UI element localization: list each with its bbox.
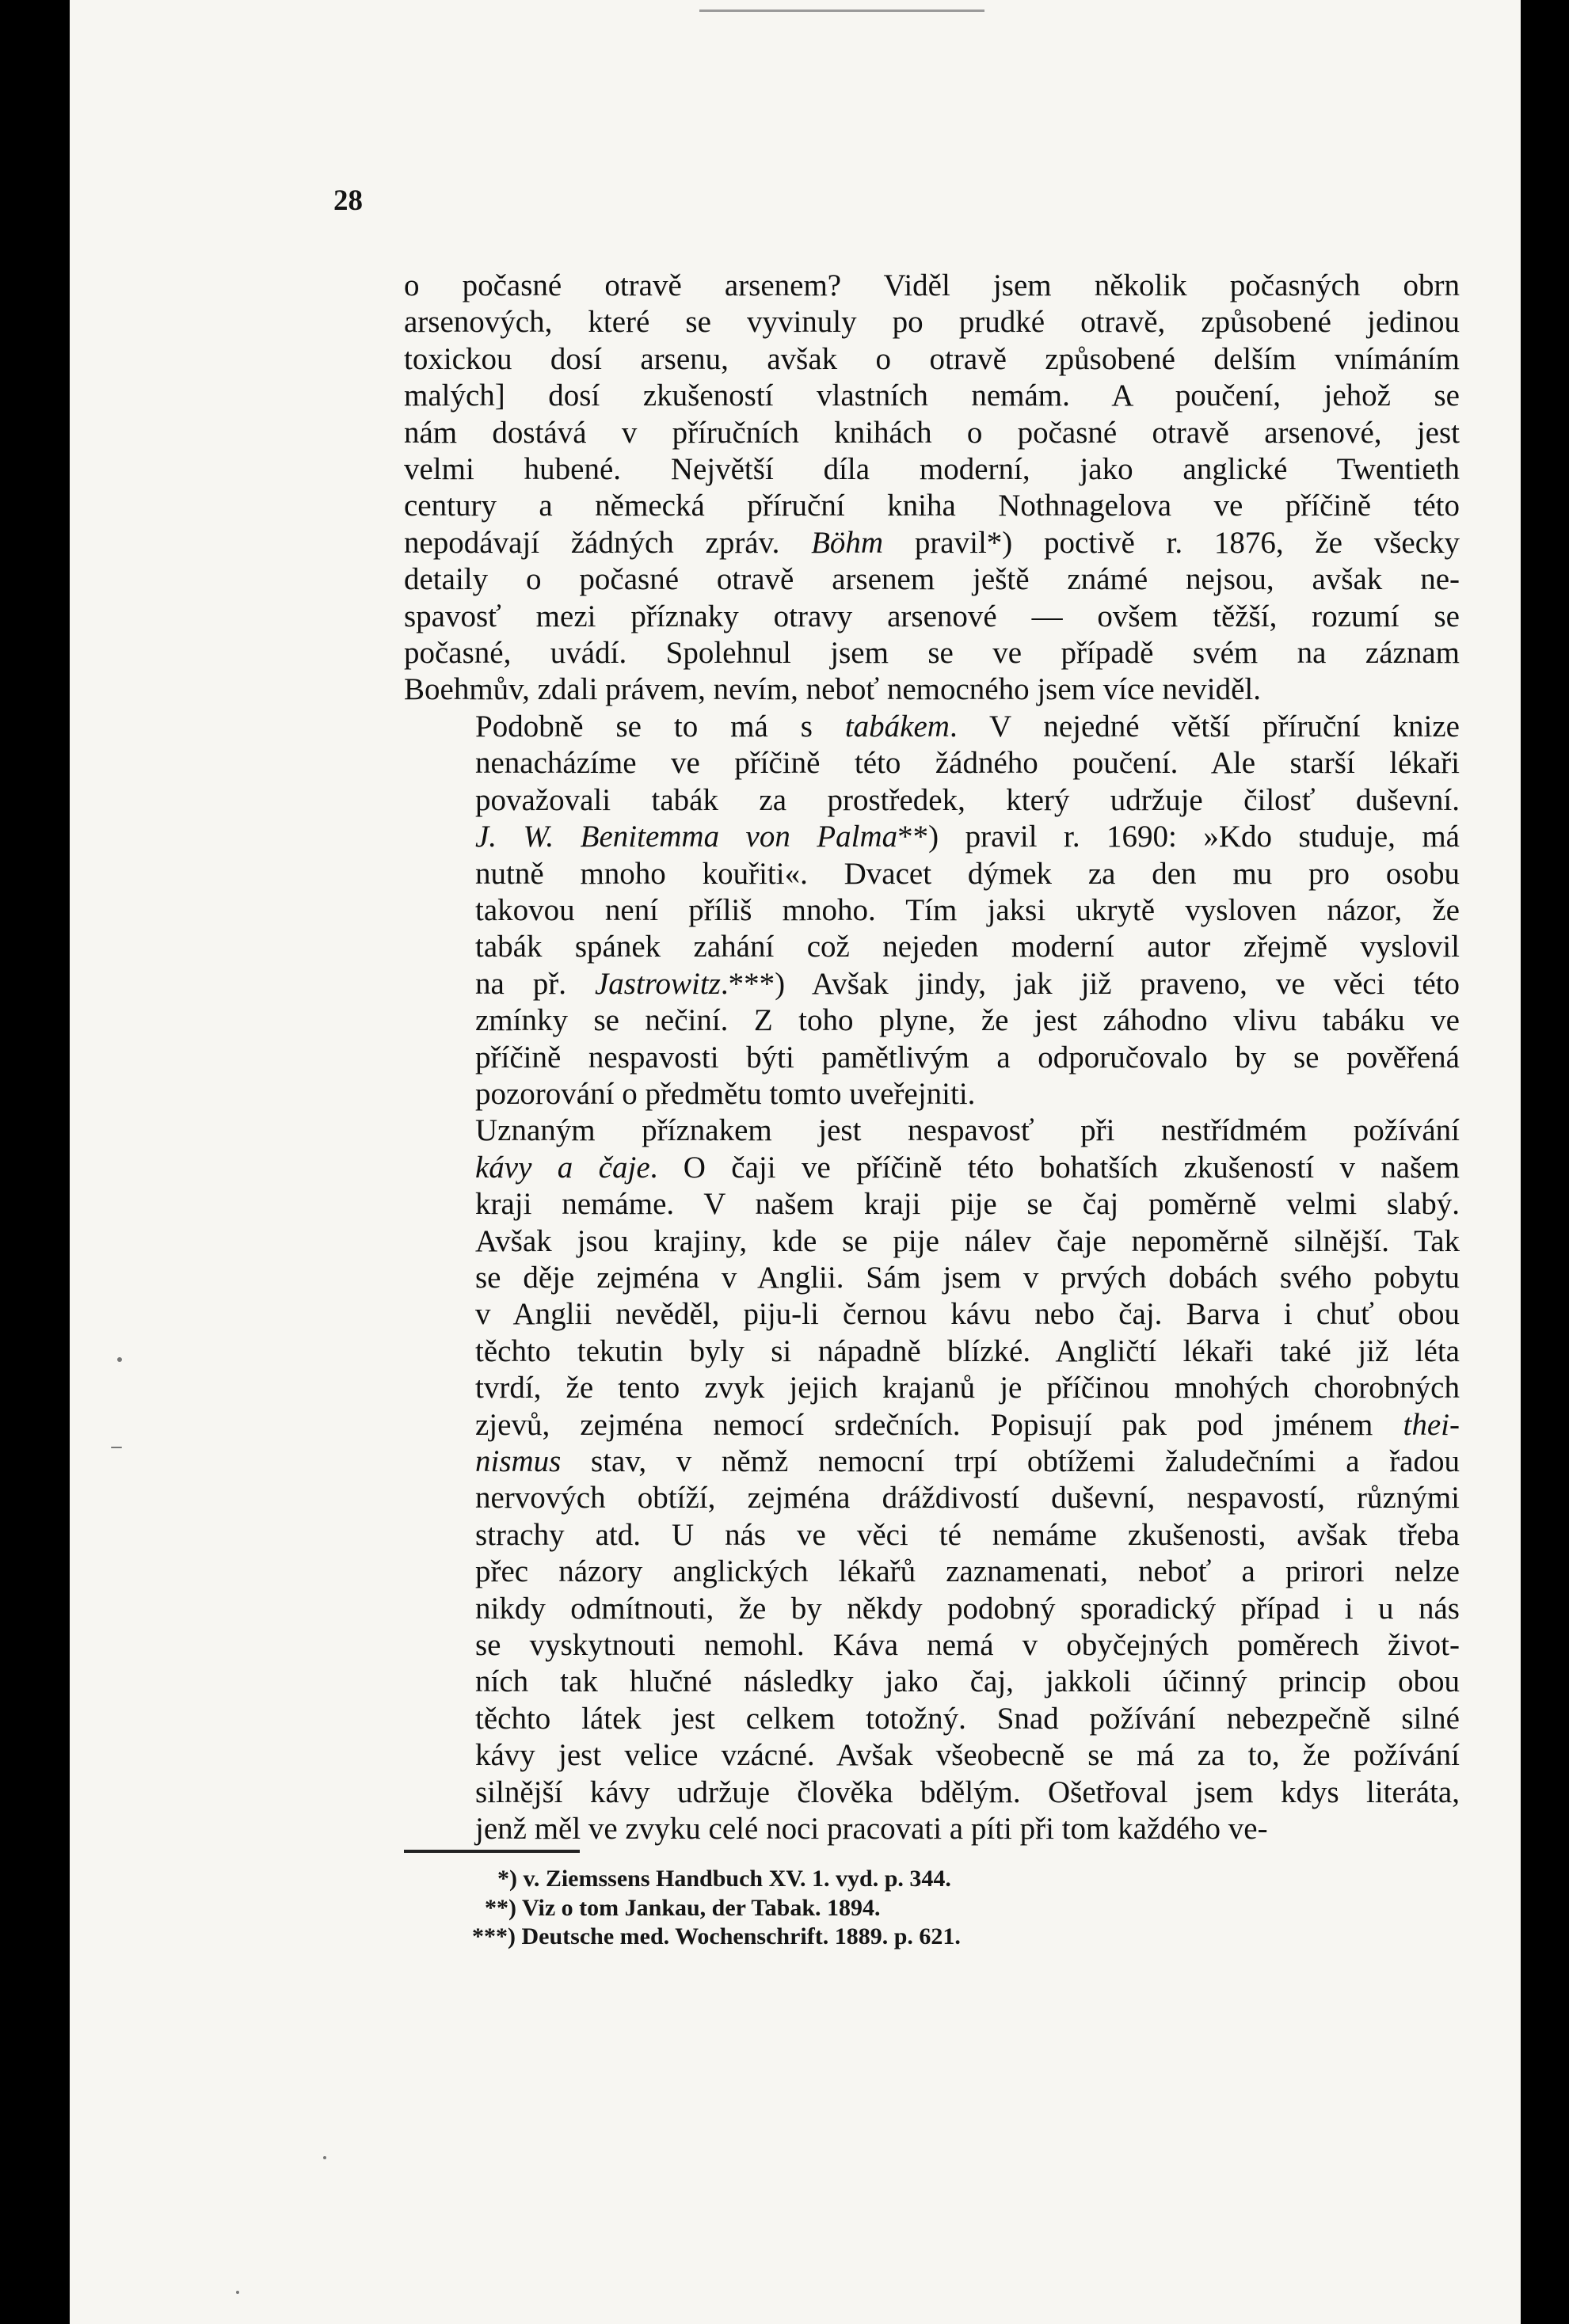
top-edge-line [699, 10, 984, 12]
text-line: jenž měl ve zvyku celé noci pracovati a píti při tom každého ve- [475, 1812, 1268, 1847]
text-line: nepodávají žádných zpráv. Böhm pravil*) poctivě r. 1876, že všecky [404, 525, 1460, 560]
text-line: o počasné otravě arsenem? Viděl jsem několik počasných obrn [404, 268, 1460, 302]
text-line: kávy jest velice vzácné. Avšak všeobecně se má za to, že požívání [475, 1738, 1460, 1773]
text-line: se vyskytnouti nemohl. Káva nemá v obyčejných poměrech život- [475, 1628, 1460, 1663]
text-line: přec názory anglických lékařů zaznamenati, neboť a prirori nelze [475, 1554, 1460, 1589]
text-line: kraji nemáme. V našem kraji pije se čaj poměrně velmi slabý. [475, 1187, 1460, 1222]
text-line: příčině nespavosti býti pamětlivým a odporučovalo by se pověřená [475, 1040, 1460, 1075]
text-line: těchto tekutin byly si nápadně blízké. Angličtí lékaři také již léta [475, 1333, 1460, 1368]
text-line: nismus stav, v němž nemocní trpí obtížemi žaludečními a řadou [475, 1444, 1460, 1478]
paragraph [404, 709, 1460, 1113]
text-line: tvrdí, že tento zvyk jejich krajanů je příčinou mnohých chorobných [475, 1371, 1460, 1405]
text-line: Avšak jsou krajiny, kde se pije nálev čaje nepoměrně silnější. Tak [475, 1223, 1460, 1258]
text-line: silnější kávy udržuje člověka bdělým. Ošetřoval jsem kdys literáta, [475, 1774, 1460, 1809]
text-line: Uznaným příznakem jest nespavosť při nestřídmém požívání [475, 1113, 1460, 1148]
footnotes [472, 1865, 1343, 1952]
text-line: strachy atd. U nás ve věci té nemáme zkušenosti, avšak třeba [475, 1517, 1460, 1552]
text-line: malých] dosí zkušeností vlastních nemám. A poučení, jehož se [404, 378, 1460, 413]
text-line: těchto látek jest celkem totožný. Snad požívání nebezpečně silné [475, 1701, 1460, 1736]
text-line: Podobně se to má s tabákem. V nejedné větší příruční knize [475, 709, 1460, 744]
text-line: takovou není příliš mnoho. Tím jaksi ukrytě vysloven názor, že [475, 892, 1460, 927]
text-line: nervových obtíží, zejména dráždivostí duševní, nespavostí, různými [475, 1481, 1460, 1516]
page-number: 28 [333, 184, 363, 217]
text-line: na př. Jastrowitz.***) Avšak jindy, jak již praveno, ve věci této [475, 966, 1460, 1001]
text-line: detaily o počasné otravě arsenem ještě známé nejsou, avšak ne- [404, 562, 1460, 597]
text-line: nenacházíme ve příčině této žádného poučení. Ale starší lékaři [475, 746, 1460, 781]
paper-speck [111, 1447, 122, 1448]
text-line: nikdy odmítnouti, že by někdy podobný sporadický případ i u nás [475, 1591, 1460, 1626]
text-line: velmi hubené. Největší díla moderní, jako anglické Twentieth [404, 452, 1460, 487]
paragraph [404, 1113, 1460, 1847]
paper-speck [323, 2156, 326, 2159]
text-line: považovali tabák za prostředek, který udržuje čilosť duševní. [475, 782, 1460, 817]
text-line: arsenových, které se vyvinuly po prudké otravě, způsobené jedinou [404, 305, 1460, 340]
book-page [70, 0, 1521, 2324]
text-line: toxickou dosí arsenu, avšak o otravě způsobené delším vnímáním [404, 341, 1460, 376]
text-line: spavosť mezi příznaky otravy arsenové — ovšem těžší, rozumí se [404, 599, 1460, 633]
text-line: J. W. Benitemma von Palma**) pravil r. 1690: »Kdo studuje, má [475, 820, 1460, 854]
text-line: počasné, uvádí. Spolehnul jsem se ve případě svém na záznam [404, 636, 1460, 671]
paragraph [404, 268, 1460, 709]
footnote: **) Viz o tom Jankau, der Tabak. 1894. [485, 1894, 881, 1921]
text-line: kávy a čaje. O čaji ve příčině této bohatších zkušeností v našem [475, 1150, 1460, 1185]
footnote: *) v. Ziemssens Handbuch XV. 1. vyd. p. 344. [497, 1866, 951, 1892]
text-line: pozorování o předmětu tomto uveřejniti. [475, 1076, 976, 1111]
footnote: ***) Deutsche med. Wochenschrift. 1889. p. 621. [472, 1923, 961, 1949]
text-line: v Anglii nevěděl, piju-li černou kávu nebo čaj. Barva i chuť obou [475, 1297, 1460, 1332]
text-line: century a německá příruční kniha Nothnagelova ve příčině této [404, 489, 1460, 523]
footnote-divider [404, 1850, 580, 1853]
text-line: Boehmův, zdali právem, nevím, neboť nemocného jsem více neviděl. [404, 672, 1261, 707]
paper-speck [117, 1357, 122, 1362]
text-line: nutně mnoho kouřiti«. Dvacet dýmek za den mu pro osobu [475, 856, 1460, 891]
text-line: se děje zejména v Anglii. Sám jsem v prvých dobách svého pobytu [475, 1260, 1460, 1295]
paper-speck [236, 2291, 239, 2294]
body-text [404, 268, 1460, 1847]
text-line: ních tak hlučné následky jako čaj, jakkoli účinný princip obou [475, 1664, 1460, 1699]
text-line: tabák spánek zahání což nejeden moderní autor zřejmě vyslovil [475, 930, 1460, 964]
text-line: zjevů, zejména nemocí srdečních. Popisují pak pod jménem thei- [475, 1407, 1460, 1442]
text-line: nám dostává v příručních knihách o počasné otravě arsenové, jest [404, 415, 1460, 450]
text-line: zmínky se nečiní. Z toho plyne, že jest záhodno vlivu tabáku ve [475, 1003, 1460, 1038]
